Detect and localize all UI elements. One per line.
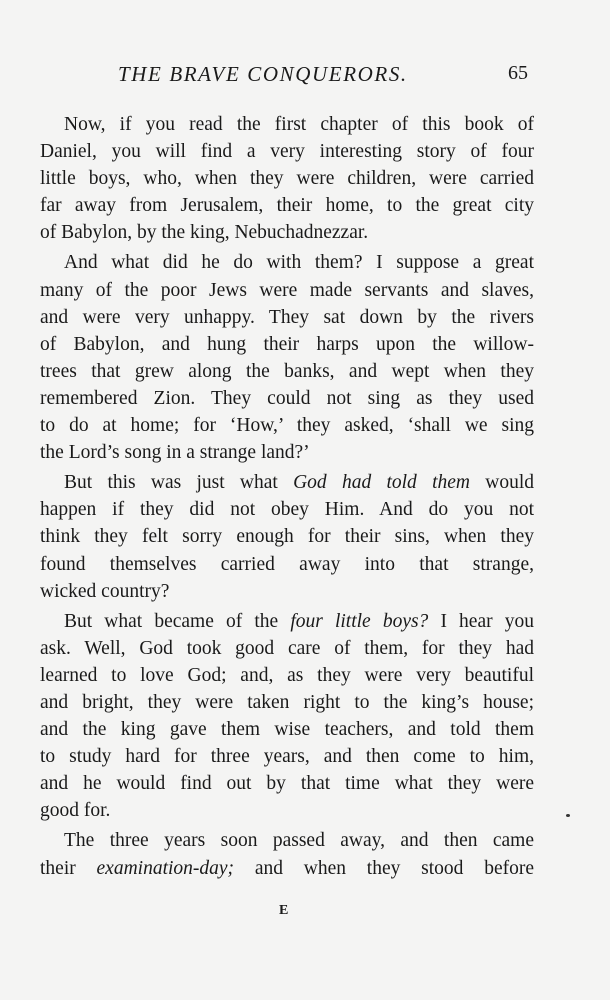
ink-speck: [566, 814, 570, 817]
text-line: The three years soon passed away, and then came: [64, 830, 534, 852]
text-line: good for.: [40, 800, 111, 822]
text-line: And what did he do with them? I suppose a great: [64, 252, 534, 274]
signature-mark: E: [279, 903, 289, 918]
text-line: and bright, they were taken right to the king’s house;: [40, 691, 534, 713]
emphasized-text: examination-day;: [96, 857, 235, 879]
text-line: ask. Well, God took good care of them, for they had: [40, 637, 534, 659]
text-line: far away from Jerusalem, their home, to the great city: [40, 195, 534, 217]
text-line: learned to love God; and, as they were very beautiful: [40, 664, 534, 686]
text-line: the Lord’s song in a strange land?’: [40, 442, 310, 464]
text-line: of Babylon, and hung their harps upon the willow-: [40, 333, 534, 355]
text-line: think they felt sorry enough for their sins, when they: [40, 526, 534, 548]
text-line: found themselves carried away into that strange,: [40, 553, 534, 575]
emphasized-text: God had told them: [293, 472, 470, 494]
text-line: Now, if you read the first chapter of this book of: [64, 114, 534, 135]
text-line: of Babylon, by the king, Nebuchadnezzar.: [40, 222, 369, 244]
text-line: to do at home; for ‘How,’ they asked, ‘shall we sing: [40, 415, 534, 437]
text-line: and he would find out by that time what they were: [40, 773, 534, 795]
running-title: THE BRAVE CONQUERORS.: [118, 62, 408, 86]
text-line: But what became of the four little boys? I hear you: [64, 610, 534, 632]
text-line: happen if they did not obey Him. And do you not: [40, 499, 534, 521]
emphasized-text: four little boys?: [290, 610, 429, 632]
text-line: many of the poor Jews were made servants and slaves,: [40, 279, 534, 301]
page-number: 65: [508, 62, 528, 84]
text-line: Daniel, you will find a very interesting story of four: [40, 141, 534, 163]
text-line: and the king gave them wise teachers, and told them: [40, 719, 534, 741]
text-line: to study hard for three years, and then come to him,: [40, 746, 534, 768]
text-line: their examination-day; and when they stood before: [40, 857, 534, 879]
text-line: But this was just what God had told them would: [64, 472, 534, 494]
page-header: [118, 62, 538, 92]
text-line: trees that grew along the banks, and wept when they: [40, 360, 534, 382]
text-line: wicked country?: [40, 580, 170, 602]
text-line: little boys, who, when they were children, were carried: [40, 168, 534, 190]
text-line: and were very unhappy. They sat down by the rivers: [40, 306, 534, 328]
body-text: [40, 111, 534, 882]
text-line: remembered Zion. They could not sing as they used: [40, 387, 534, 409]
